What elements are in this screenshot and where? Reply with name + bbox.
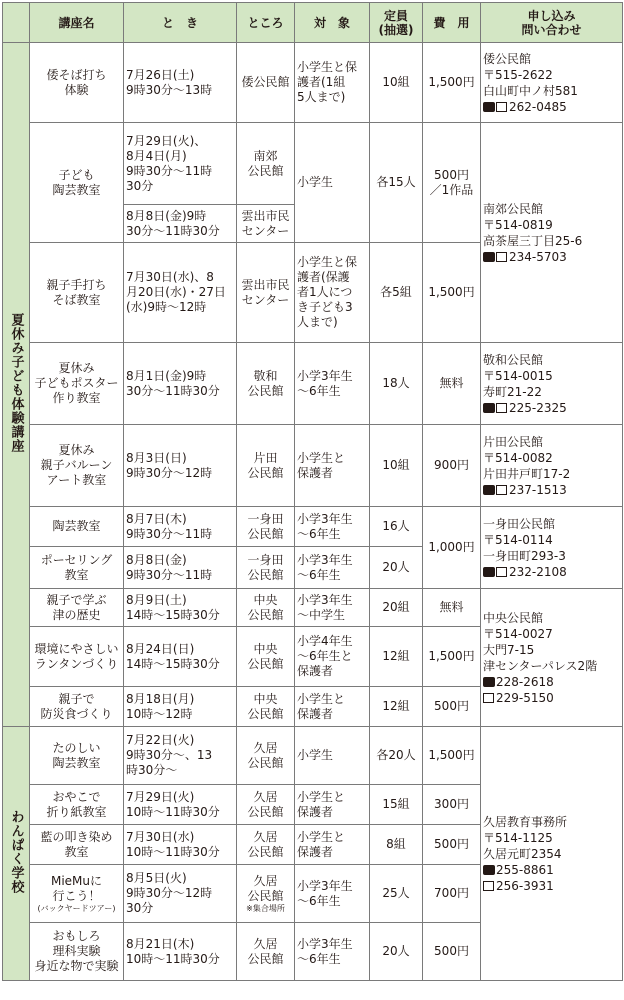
course-fee: 1,500円 (423, 243, 481, 343)
contact-telfax: 262-0485 (483, 99, 620, 115)
course-time: 7月22日(火) 9時30分～、13 時30分～ (124, 727, 237, 785)
contact-zip: 〒514-0114 (483, 532, 553, 547)
course-time: 8月3日(日) 9時30分～12時 (124, 425, 237, 507)
phone-icon (483, 485, 495, 495)
course-capacity: 20人 (370, 923, 423, 981)
phone-icon (483, 677, 495, 687)
course-target: 小学4年生 ～6年生と 保護者 (295, 627, 370, 687)
course-target: 小学生と 保護者 (295, 687, 370, 727)
course-place-note: ※集合場所 (246, 903, 285, 913)
course-fee: 700円 (423, 865, 481, 923)
phone-icon (483, 865, 495, 875)
contact-nanko (481, 123, 623, 343)
course-target: 小学生 (295, 123, 370, 243)
course-name: ポーセリング 教室 (30, 547, 124, 589)
course-name: 夏休み 子どもポスター 作り教室 (30, 343, 124, 425)
contact-address: 一身田町293-3 (483, 548, 566, 563)
contact-keiwa (481, 343, 623, 425)
contact-name: 片田公民館 (483, 434, 544, 449)
course-name: 親子で学ぶ 津の歴史 (30, 589, 124, 627)
contact-zip: 〒515-2622 (483, 67, 553, 82)
category-summer: 夏休み子ども体験講座 (3, 43, 30, 727)
contact-name: 倭公民館 (483, 51, 532, 66)
course-time: 8月1日(金)9時 30分～11時30分 (124, 343, 237, 425)
phone-icon (483, 102, 495, 112)
contact-address: 寿町21-22 (483, 384, 542, 399)
course-fee: 1,500円 (423, 43, 481, 123)
course-name: 倭そば打ち 体験 (30, 43, 124, 123)
header-place: ところ (237, 3, 295, 43)
contact-name: 一身田公民館 (483, 516, 556, 531)
course-target: 小学3年生 ～6年生 (295, 547, 370, 589)
course-target: 小学生と保 護者(1組 5人まで) (295, 43, 370, 123)
course-time: 8月7日(木) 9時30分～11時 (124, 507, 237, 547)
table-row (3, 123, 623, 205)
course-fee: 無料 (423, 343, 481, 425)
course-capacity: 各15人 (370, 123, 423, 243)
contact-zip: 〒514-0082 (483, 450, 553, 465)
course-capacity: 20組 (370, 589, 423, 627)
course-time: 7月26日(土) 9時30分～13時 (124, 43, 237, 123)
course-place: 倭公民館 (237, 43, 295, 123)
course-target: 小学3年生 ～中学生 (295, 589, 370, 627)
course-name: 陶芸教室 (30, 507, 124, 547)
contact-zip: 〒514-1125 (483, 830, 553, 845)
course-capacity: 10組 (370, 43, 423, 123)
course-name: おもしろ 理科実験 身近な物で実験 (30, 923, 124, 981)
contact-address: 片田井戸町17-2 (483, 466, 571, 481)
course-fee: 300円 (423, 785, 481, 825)
contact-hisai (481, 727, 623, 981)
course-time: 7月29日(火)、 8月4日(月) 9時30分～11時 30分 (124, 123, 237, 205)
contact-fax: 256-3931 (483, 878, 620, 894)
course-capacity: 各5組 (370, 243, 423, 343)
phone-icon (483, 252, 495, 262)
contact-telfax: 232-2108 (483, 564, 620, 580)
contact-zip: 〒514-0027 (483, 626, 553, 641)
course-place: 中央 公民館 (237, 627, 295, 687)
contact-zip: 〒514-0015 (483, 368, 553, 383)
course-time: 8月18日(月) 10時～12時 (124, 687, 237, 727)
header-fee: 費 用 (423, 3, 481, 43)
course-capacity: 10組 (370, 425, 423, 507)
course-fee: 1,500円 (423, 627, 481, 687)
course-time: 7月30日(水)、8 月20日(水)・27日 (水)9時～12時 (124, 243, 237, 343)
fax-icon (496, 485, 507, 495)
course-fee: 500円 ／1作品 (423, 123, 481, 243)
course-target: 小学生と 保護者 (295, 785, 370, 825)
course-fee: 1,500円 (423, 727, 481, 785)
table-row (3, 727, 623, 785)
course-place: 久居 公民館 (247, 873, 284, 903)
course-place: 久居 公民館 (237, 785, 295, 825)
course-name: MieMuに 行こう！ (50, 873, 103, 903)
course-time: 7月29日(火) 10時～11時30分 (124, 785, 237, 825)
contact-katada (481, 425, 623, 507)
course-time: 8月24日(日) 14時～15時30分 (124, 627, 237, 687)
contact-chuo (481, 589, 623, 727)
header-contact: 申し込み 問い合わせ (481, 3, 623, 43)
contact-address: 大門7-15 津センターパレス2階 (483, 642, 598, 673)
course-place: 久居 公民館 (237, 825, 295, 865)
course-time: 8月8日(金)9時 30分～11時30分 (124, 205, 237, 243)
course-time: 8月21日(木) 10時～11時30分 (124, 923, 237, 981)
contact-zip: 〒514-0819 (483, 217, 553, 232)
course-name: 子ども 陶芸教室 (30, 123, 124, 243)
course-place: 中央 公民館 (237, 687, 295, 727)
header-category (3, 3, 30, 43)
course-time: 7月30日(水) 10時～11時30分 (124, 825, 237, 865)
phone-icon (483, 403, 495, 413)
course-place: 一身田 公民館 (237, 507, 295, 547)
fax-icon (496, 102, 507, 112)
table-row (3, 43, 623, 123)
course-capacity: 8組 (370, 825, 423, 865)
course-time: 8月8日(金) 9時30分～11時 (124, 547, 237, 589)
course-place: 一身田 公民館 (237, 547, 295, 589)
table-row (3, 425, 623, 507)
header-date: と き (124, 3, 237, 43)
course-name: 親子手打ち そば教室 (30, 243, 124, 343)
course-name-note: (バックヤードツアー) (37, 903, 116, 913)
course-place: 片田 公民館 (237, 425, 295, 507)
fax-icon (483, 693, 494, 703)
contact-isshinden (481, 507, 623, 589)
course-place: 中央 公民館 (237, 589, 295, 627)
contact-address: 久居元町2354 (483, 846, 562, 861)
course-name: 環境にやさしい ランタンづくり (30, 627, 124, 687)
course-capacity: 25人 (370, 865, 423, 923)
course-capacity: 各20人 (370, 727, 423, 785)
course-capacity: 20人 (370, 547, 423, 589)
course-name: 藍の叩き染め 教室 (30, 825, 124, 865)
course-place-cell (237, 865, 295, 923)
course-target: 小学3年生 ～6年生 (295, 343, 370, 425)
course-name: たのしい 陶芸教室 (30, 727, 124, 785)
header-target: 対 象 (295, 3, 370, 43)
course-name: 親子で 防災食づくり (30, 687, 124, 727)
contact-name: 南郊公民館 (483, 201, 544, 216)
contact-telfax: 234-5703 (483, 249, 620, 265)
course-target: 小学3年生 ～6年生 (295, 865, 370, 923)
contact-name: 敬和公民館 (483, 352, 544, 367)
course-capacity: 16人 (370, 507, 423, 547)
course-name-cell (30, 865, 124, 923)
contact-telfax: 225-2325 (483, 400, 620, 416)
category-wanpaku: わんぱく学校 (3, 727, 30, 981)
course-table (2, 2, 623, 981)
course-name: おやこで 折り紙教室 (30, 785, 124, 825)
course-place: 雲出市民 センター (237, 205, 295, 243)
course-capacity: 12組 (370, 687, 423, 727)
course-place: 久居 公民館 (237, 923, 295, 981)
header-row (3, 3, 623, 43)
table-row (3, 343, 623, 425)
course-fee: 900円 (423, 425, 481, 507)
contact-tel: 228-2618 (483, 674, 620, 690)
fax-icon (496, 567, 507, 577)
header-capacity: 定員 (抽選) (370, 3, 423, 43)
course-time: 8月9日(土) 14時～15時30分 (124, 589, 237, 627)
course-target: 小学生と 保護者 (295, 825, 370, 865)
course-fee: 1,000円 (423, 507, 481, 589)
course-target: 小学3年生 ～6年生 (295, 507, 370, 547)
fax-icon (496, 252, 507, 262)
fax-icon (483, 881, 494, 891)
contact-name: 久居教育事務所 (483, 814, 568, 829)
course-fee: 500円 (423, 825, 481, 865)
contact-name: 中央公民館 (483, 610, 544, 625)
phone-icon (483, 567, 495, 577)
course-time: 8月5日(火) 9時30分～12時 30分 (124, 865, 237, 923)
course-fee: 500円 (423, 923, 481, 981)
course-target: 小学生と 保護者 (295, 425, 370, 507)
course-place: 敬和 公民館 (237, 343, 295, 425)
table-row (3, 507, 623, 547)
header-course-name: 講座名 (30, 3, 124, 43)
table-row (3, 589, 623, 627)
course-capacity: 12組 (370, 627, 423, 687)
course-fee: 無料 (423, 589, 481, 627)
contact-address: 白山町中ノ村581 (483, 83, 578, 98)
course-target: 小学3年生 ～6年生 (295, 923, 370, 981)
course-place: 南郊 公民館 (237, 123, 295, 205)
contact-address: 高茶屋三丁目25-6 (483, 233, 583, 248)
contact-yamato (481, 43, 623, 123)
course-fee: 500円 (423, 687, 481, 727)
course-target: 小学生 (295, 727, 370, 785)
contact-fax: 229-5150 (483, 690, 620, 706)
course-place: 久居 公民館 (237, 727, 295, 785)
course-capacity: 18人 (370, 343, 423, 425)
course-capacity: 15組 (370, 785, 423, 825)
course-place: 雲出市民 センター (237, 243, 295, 343)
course-target: 小学生と保 護者(保護 者1人につ き子ども3 人まで) (295, 243, 370, 343)
fax-icon (496, 403, 507, 413)
contact-tel: 255-8861 (483, 862, 620, 878)
contact-telfax: 237-1513 (483, 482, 620, 498)
course-name: 夏休み 親子バルーン アート教室 (30, 425, 124, 507)
